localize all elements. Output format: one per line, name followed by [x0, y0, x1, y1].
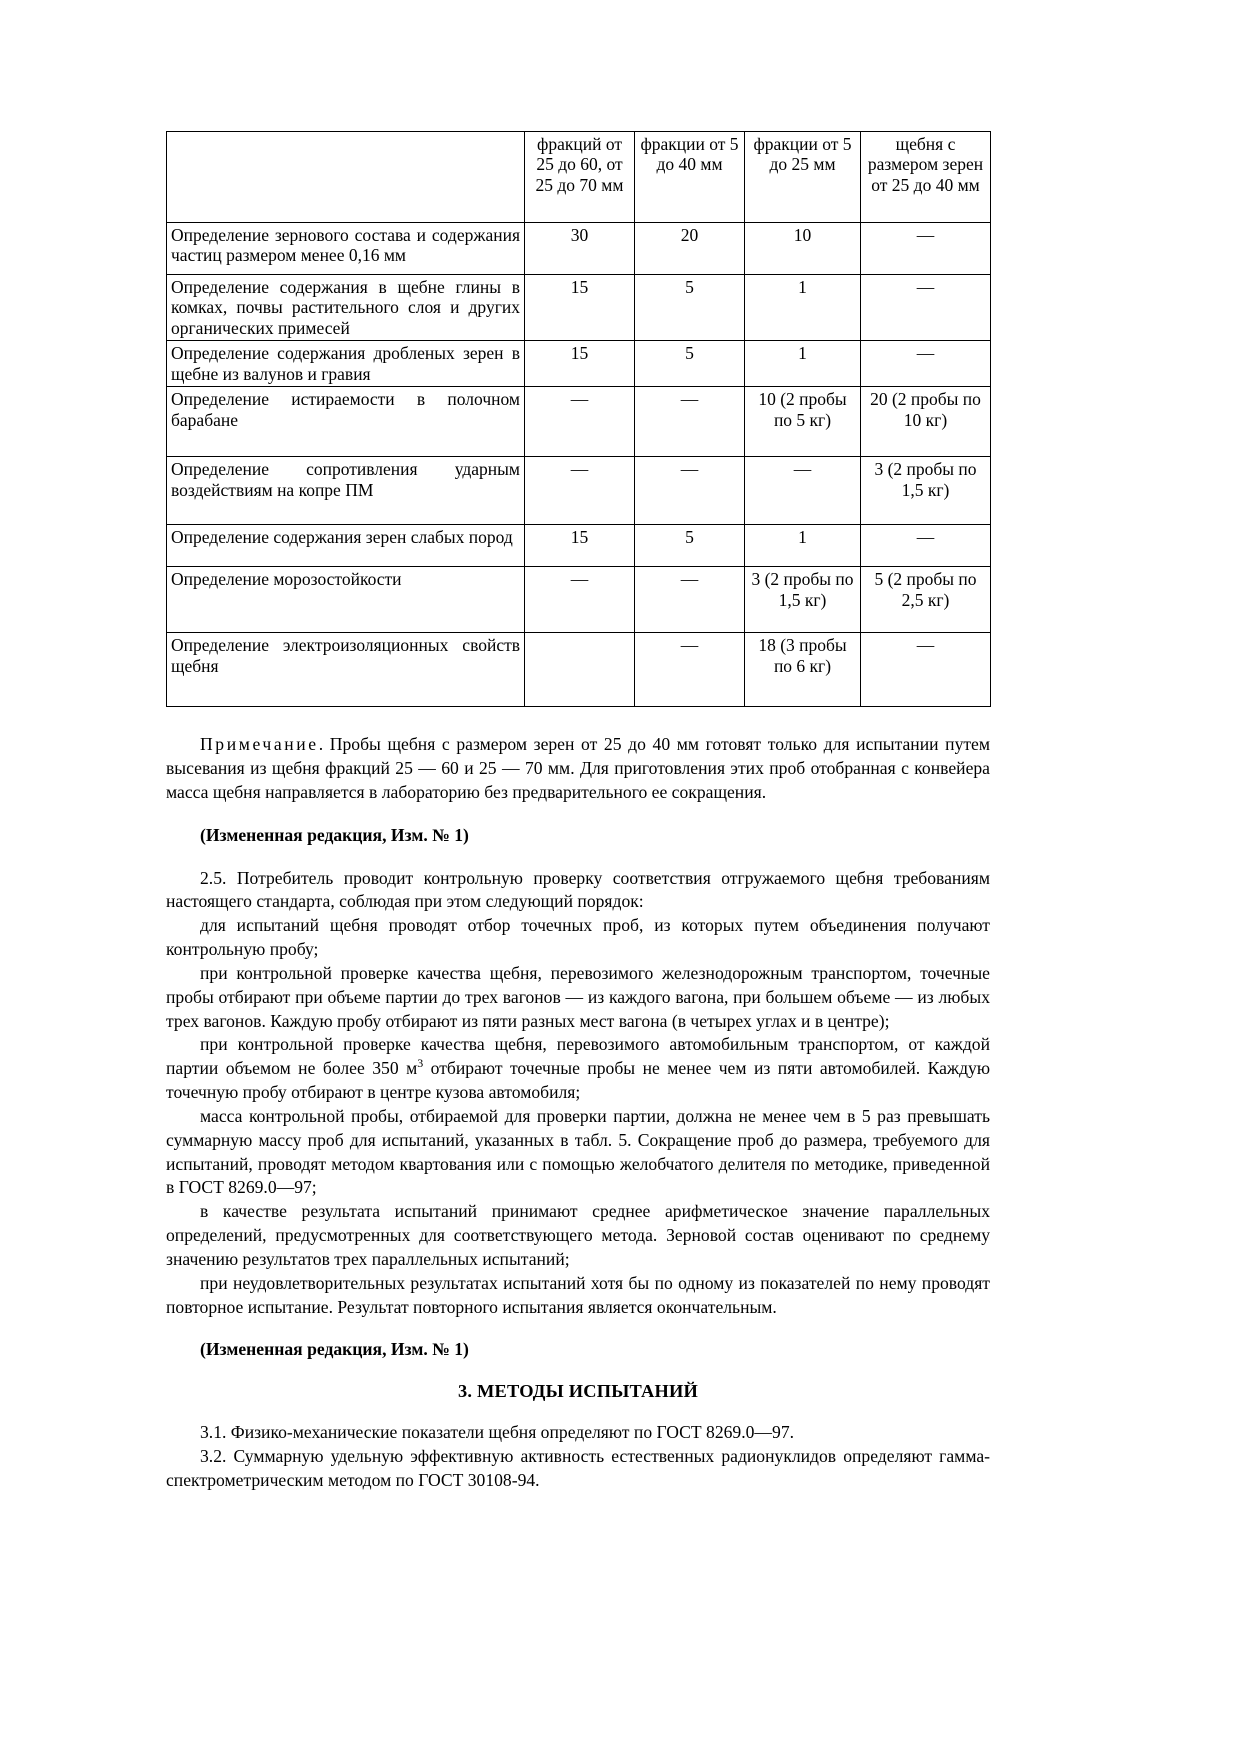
- table-row: [167, 387, 991, 457]
- sampling-mass-table: [166, 131, 991, 707]
- table-note: [166, 733, 990, 804]
- row-value: —: [861, 525, 991, 567]
- table-header-row: [167, 132, 991, 223]
- row-value: 1: [745, 341, 861, 387]
- note-text: . Пробы щебня с размером зерен от 25 до 40 мм готовят только для испытании путем высевания из щебня фракций 25 — 60 и 25 — 70 мм. Для приготовления этих проб отобранная с конвейера масса щебня направляется в лабораторию без предварительного ее сокращения.: [166, 734, 990, 802]
- row-value: 20 (2 пробы по 10 кг): [861, 387, 991, 457]
- row-label: Определение содержания зерен слабых пород: [167, 525, 525, 567]
- row-value: 3 (2 пробы по 1,5 кг): [745, 567, 861, 633]
- table-header-cell-4: щебня с размером зерен от 25 до 40 мм: [861, 132, 991, 223]
- clause-2-5-item-mass: масса контрольной пробы, отбираемой для проверки партии, должна не менее чем в 5 раз превышать суммарную массу проб для испытаний, указанных в табл. 5. Сокращение проб до размера, требуемого для испытаний, проводят методом квартования или с помощью желобчатого делителя по методике, приведенной в ГОСТ 8269.0—97;: [166, 1105, 990, 1198]
- table-header-cell-3: фракции от 5 до 25 мм: [745, 132, 861, 223]
- table-row: [167, 223, 991, 275]
- row-value: —: [635, 567, 745, 633]
- row-value: —: [525, 387, 635, 457]
- clause-2-5-item-auto: [166, 1033, 990, 1104]
- row-value: 1: [745, 275, 861, 341]
- cubic-meter-superscript: 3: [417, 1056, 424, 1071]
- row-value: [525, 633, 635, 707]
- table-row: [167, 275, 991, 341]
- table-header: [167, 132, 991, 223]
- row-value: 5 (2 пробы по 2,5 кг): [861, 567, 991, 633]
- row-label: Определение содержания дробленых зерен в щебне из валунов и гравия: [167, 341, 525, 387]
- row-value: —: [635, 633, 745, 707]
- row-value: 20: [635, 223, 745, 275]
- row-value: —: [525, 457, 635, 525]
- row-value: —: [745, 457, 861, 525]
- row-value: —: [525, 567, 635, 633]
- row-value: —: [635, 387, 745, 457]
- clause-3-1: 3.1. Физико-механические показатели щебня определяют по ГОСТ 8269.0—97.: [200, 1422, 795, 1443]
- row-value: 5: [635, 341, 745, 387]
- table-header-cell-2: фракции от 5 до 40 мм: [635, 132, 745, 223]
- row-value: 10 (2 пробы по 5 кг): [745, 387, 861, 457]
- table-row: [167, 525, 991, 567]
- row-value: 18 (3 пробы по 6 кг): [745, 633, 861, 707]
- row-value: —: [635, 457, 745, 525]
- row-value: 15: [525, 525, 635, 567]
- row-value: 15: [525, 341, 635, 387]
- row-label: Определение морозостойкости: [167, 567, 525, 633]
- row-label: Определение зернового состава и содержания частиц размером менее 0,16 мм: [167, 223, 525, 275]
- section-3-heading: 3. МЕТОДЫ ИСПЫТАНИЙ: [457, 1381, 699, 1402]
- row-label: Определение содержания в щебне глины в комках, почвы растительного слоя и других органических примесей: [167, 275, 525, 341]
- row-value: 3 (2 пробы по 1,5 кг): [861, 457, 991, 525]
- row-value: —: [861, 633, 991, 707]
- note-lead-label: Примечание: [200, 734, 319, 755]
- clause-2-5-item-2: при контрольной проверке качества щебня, перевозимого железнодорожным транспортом, точечные пробы отбирают при объеме партии до трех вагонов — из каждого вагона, при большем объеме — из любых трех вагонов. Каждую пробу отбирают из пяти разных мест вагона (в четырех углах и в центре);: [166, 962, 990, 1031]
- clause-2-5-item-auto-part1: при контрольной проверке качества щебня, перевозимого автомобильным транспортом, от каждой партии объемом не более 350 м: [166, 1034, 990, 1079]
- table-header-cell-1: фракций от 25 до 60, от 25 до 70 мм: [525, 132, 635, 223]
- table-row: [167, 457, 991, 525]
- clause-2-5-item-auto-part2: отбирают точечные пробы не менее чем из пяти автомобилей. Каждую точечную пробу отбирают в центре кузова автомобиля;: [166, 1058, 990, 1103]
- row-label: Определение сопротивления ударным воздействиям на копре ПМ: [167, 457, 525, 525]
- row-value: 10: [745, 223, 861, 275]
- revision-note-1: (Измененная редакция, Изм. № 1): [200, 824, 469, 845]
- table-body: [167, 223, 991, 707]
- row-value: 5: [635, 525, 745, 567]
- row-value: —: [861, 275, 991, 341]
- row-value: 30: [525, 223, 635, 275]
- row-value: —: [861, 341, 991, 387]
- row-label: Определение электроизоляционных свойств щебня: [167, 633, 525, 707]
- clause-2-5-item-1: для испытаний щебня проводят отбор точечных проб, из которых путем объединения получают контрольную пробу;: [166, 915, 990, 960]
- clause-3-2: 3.2. Суммарную удельную эффективную активность естественных радионуклидов определяют гамма-спектрометрическим методом по ГОСТ 30108-94.: [166, 1446, 990, 1490]
- row-value: 5: [635, 275, 745, 341]
- row-value: 1: [745, 525, 861, 567]
- clause-2-5-item-3: в качестве результата испытаний принимают среднее арифметическое значение параллельных определений, предусмотренных для соответствующего метода. Зерновой состав оценивают по среднему значению результатов трех параллельных испытаний;: [166, 1201, 990, 1269]
- table-header-cell-blank: [167, 132, 525, 223]
- document-page: [166, 0, 990, 1493]
- row-value: 15: [525, 275, 635, 341]
- clause-2-5-intro: 2.5. Потребитель проводит контрольную проверку соответствия отгружаемого щебня требованиям настоящего стандарта, соблюдая при этом следующий порядок:: [166, 867, 990, 912]
- revision-note-2: (Измененная редакция, Изм. № 1): [200, 1339, 469, 1360]
- table-row: [167, 633, 991, 707]
- row-value: —: [861, 223, 991, 275]
- clause-2-5-item-4: при неудовлетворительных результатах испытаний хотя бы по одному из показателей по нему проводят повторное испытание. Результат повторного испытания является окончательным.: [166, 1272, 990, 1317]
- table-row: [167, 341, 991, 387]
- table-row: [167, 567, 991, 633]
- row-label: Определение истираемости в полочном барабане: [167, 387, 525, 457]
